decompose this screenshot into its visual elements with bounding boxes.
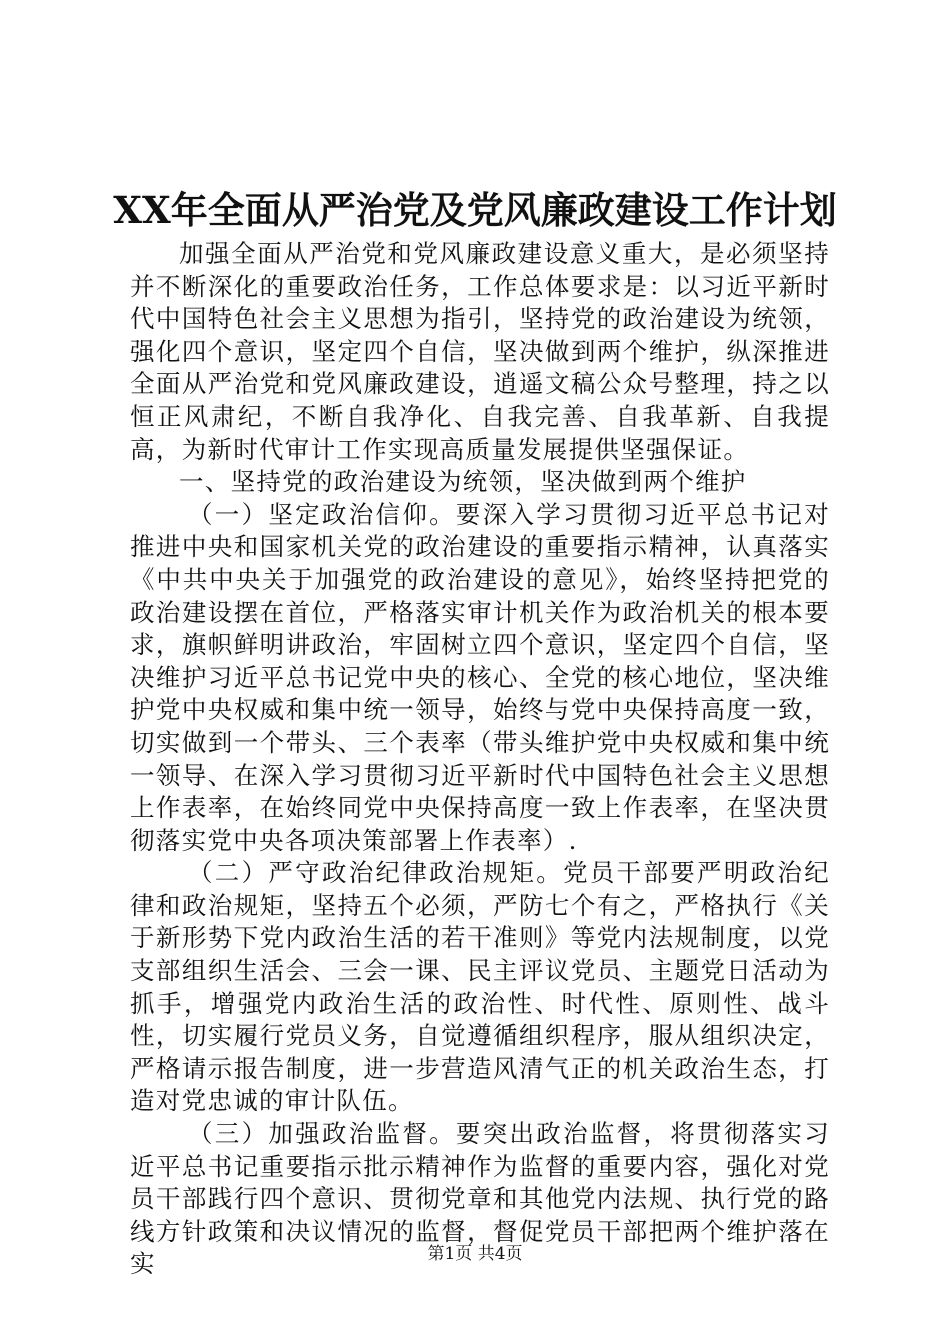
intro-paragraph: 加强全面从严治党和党风廉政建设意义重大，是必须坚持并不断深化的重要政治任务，工作总体要求是：以习近平新时代中国特色社会主义思想为指引，坚持党的政治建设为统领，强化四个意识，坚定四个自信，坚决做到两个维护，纵深推进全面从严治党和党风廉政建设，逍遥文稿公众号整理，持之以恒正风肃纪，不断自我净化、自我完善、自我革新、自我提高，为新时代审计工作实现高质量发展提供坚强保证。 [130,239,830,464]
section-heading-1: 一、坚持党的政治建设为统领，坚决做到两个维护 [179,467,747,497]
subsection-paragraph-1: （一）坚定政治信仰。要深入学习贯彻习近平总书记对推进中央和国家机关党的政治建设的重要指示精神，认真落实《中共中央关于加强党的政治建设的意见》，始终坚持把党的政治建设摆在首位，严格落实审计机关作为政治机关的根本要求，旗帜鲜明讲政治，牢固树立四个意识，坚定四个自信，坚决维护习近平总书记党中央的核心、全党的核心地位，坚决维护党中央权威和集中统一领导，始终与党中央保持高度一致，切实做到一个带头、三个表率（带头维护党中央权威和集中统一领导、在深入学习贯彻习近平新时代中国特色社会主义思想上作表率，在始终同党中央保持高度一致上作表率，在坚决贯彻落实党中央各项决策部署上作表率）. [130,499,830,855]
subsection-paragraph-3: （三）加强政治监督。要突出政治监督，将贯彻落实习近平总书记重要指示批示精神作为监督的重要内容，强化对党员干部践行四个意识、贯彻党章和其他党内法规、执行党的路线方针政策和决议情况的监督，督促党员干部把两个维护落在实 [130,1119,830,1279]
document-title: XX年全面从严治党及党风廉政建设工作计划 [113,188,837,232]
document-body [130,238,830,1281]
subsection-paragraph-2: （二）严守政治纪律政治规矩。党员干部要严明政治纪律和政治规矩，坚持五个必须，严防七个有之，严格执行《关于新形势下党内政治生活的若干准则》等党内法规制度，以党支部组织生活会、三会一课、民主评议党员、主题党日活动为抓手，增强党内政治生活的政治性、时代性、原则性、战斗性，切实履行党员义务，自觉遵循组织程序，服从组织决定，严格请示报告制度，进一步营造风清气正的机关政治生态，打造对党忠诚的审计队伍。 [130,858,830,1116]
page-number-footer: 第1页 共4页 [427,1244,523,1264]
